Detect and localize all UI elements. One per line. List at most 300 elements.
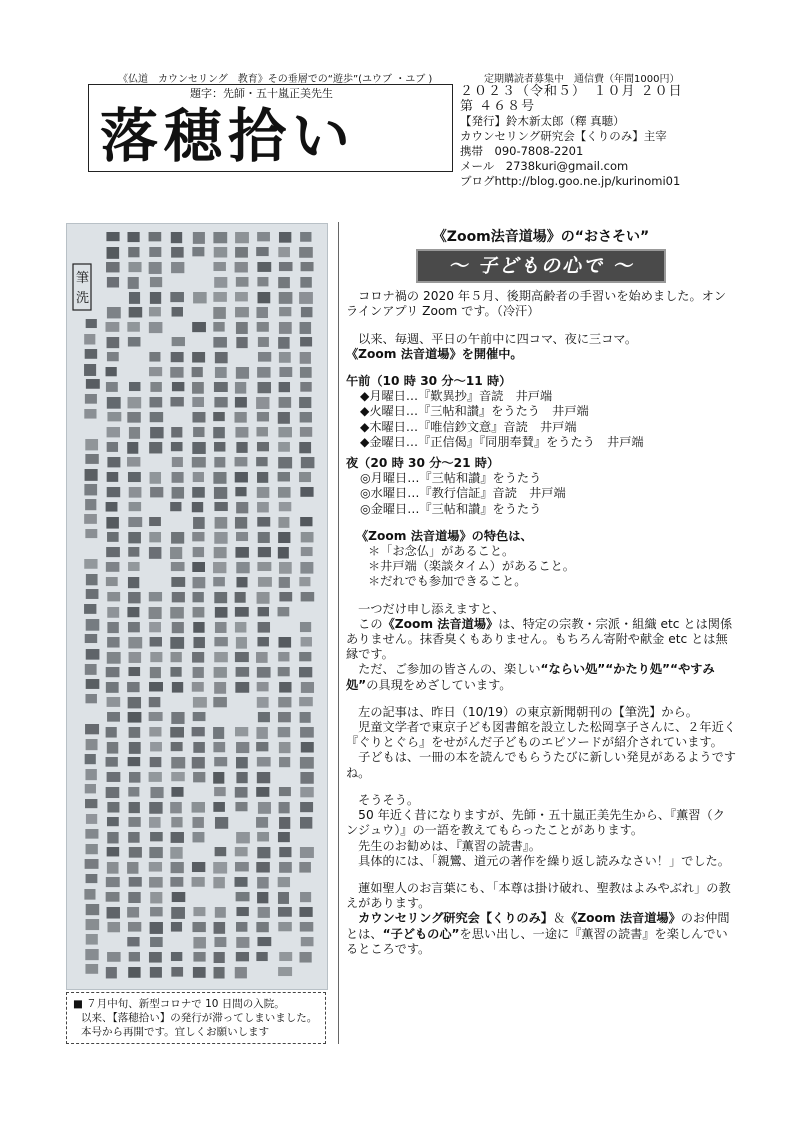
clipping-glyph	[128, 757, 141, 766]
clipping-glyph	[235, 412, 247, 423]
features-title: 《Zoom 法音道場》の特色は、	[356, 528, 533, 543]
feature-item: ＊だれでも参加できること。	[368, 574, 527, 589]
paragraph: 一つだけ申し添えますと、	[346, 601, 505, 616]
clipping-glyph	[236, 667, 250, 677]
clipping-glyph	[170, 667, 181, 677]
clipping-glyph	[149, 232, 162, 241]
clipping-glyph	[128, 667, 140, 676]
schedule-item: ◆金曜日…『正信偈』『同朋奉賛』をうたう 井戸端	[360, 434, 644, 449]
clipping-glyph	[85, 439, 98, 450]
clipping-glyph	[235, 382, 246, 394]
clipping-glyph	[193, 907, 205, 916]
clipping-glyph	[300, 427, 312, 437]
clipping-glyph	[192, 502, 203, 512]
clipping-glyph	[149, 607, 162, 619]
clipping-glyph	[213, 727, 224, 739]
clipping-glyph	[256, 457, 267, 466]
clipping-glyph	[214, 382, 228, 392]
clipping-glyph	[128, 922, 141, 932]
clipping-glyph	[86, 619, 100, 631]
clipping-glyph	[257, 937, 271, 946]
clipping-glyph	[279, 382, 290, 392]
clipping-glyph	[171, 967, 183, 977]
clipping-glyph	[214, 922, 226, 934]
clipping-glyph	[128, 637, 142, 648]
clipping-glyph	[192, 352, 205, 363]
clipping-glyph	[85, 634, 97, 643]
clipping-glyph	[85, 394, 97, 404]
clipping-glyph	[192, 382, 204, 394]
clipping-glyph	[193, 742, 205, 753]
clipping-glyph	[129, 802, 140, 813]
clipping-glyph	[301, 682, 314, 693]
clipping-glyph	[107, 592, 120, 601]
email: メール 2738kuri@gmail.com	[460, 159, 629, 173]
clipping-glyph	[257, 832, 269, 841]
clipping-glyph	[129, 727, 141, 738]
clipping-glyph	[86, 319, 97, 328]
clipping-glyph	[258, 907, 270, 918]
publisher: 【発行】鈴木新太郎（釋 真聴）	[460, 114, 625, 128]
clipping-glyph	[106, 667, 120, 677]
clipping-glyph	[257, 517, 270, 527]
clipping-glyph	[278, 697, 291, 707]
clipping-glyph	[236, 772, 247, 783]
clipping-glyph	[213, 427, 225, 438]
clipping-glyph	[149, 547, 162, 559]
clipping-glyph	[106, 322, 120, 332]
clipping-glyph	[107, 487, 121, 497]
clipping-glyph	[300, 847, 314, 858]
paragraph: 以来、毎週、平日の午前中に四コマ、夜に三コマ。	[346, 331, 638, 346]
clipping-glyph	[215, 847, 227, 856]
clipping-glyph	[235, 517, 247, 529]
clipping-glyph	[127, 907, 139, 918]
clipping-glyph	[300, 337, 312, 346]
clipping-glyph	[215, 622, 227, 633]
clipping-glyph	[86, 574, 98, 585]
clipping-glyph	[299, 907, 312, 917]
clipping-glyph	[192, 442, 205, 454]
clipping-glyph	[128, 622, 140, 632]
clipping-glyph	[279, 757, 290, 767]
clipping-glyph	[86, 904, 100, 915]
clipping-glyph	[257, 697, 269, 708]
clipping-glyph	[127, 412, 140, 423]
clipping-glyph	[299, 442, 311, 453]
title-credit: 題字：先師・五十嵐正美先生	[190, 87, 333, 100]
clipping-glyph	[171, 562, 185, 571]
clipping-glyph	[149, 367, 162, 376]
clipping-glyph	[258, 532, 270, 543]
clipping-glyph	[236, 562, 249, 573]
clipping-glyph	[128, 547, 139, 557]
clipping-glyph	[85, 499, 96, 510]
clipping-glyph	[149, 877, 163, 888]
clipping-glyph	[150, 742, 162, 751]
clipping-glyph	[85, 754, 96, 764]
clipping-glyph	[149, 802, 162, 814]
clipping-glyph	[256, 727, 267, 739]
clipping-glyph	[171, 532, 184, 544]
clipping-glyph	[150, 892, 162, 903]
clipping-glyph	[192, 412, 205, 423]
clipping-glyph	[279, 367, 292, 377]
clipping-glyph	[214, 547, 227, 558]
issue-info	[460, 84, 710, 189]
clipping-glyph	[128, 712, 142, 723]
newsletter-title-calligraphy	[100, 100, 440, 166]
clipping-glyph	[299, 652, 311, 661]
clipping-glyph	[192, 862, 205, 872]
clipping-glyph	[258, 337, 269, 347]
clipping-glyph	[150, 427, 163, 438]
clipping-glyph	[193, 967, 206, 978]
clipping-glyph	[127, 457, 140, 467]
clipping-glyph	[279, 577, 290, 588]
clipping-glyph	[235, 622, 246, 633]
clipping-glyph	[278, 517, 289, 528]
clipping-glyph	[214, 757, 227, 766]
clipping-glyph	[279, 232, 291, 243]
schedule-item: ◆火曜日…『三帖和讃』をうたう 井戸端	[360, 404, 589, 419]
paragraph: 50 年近く昔になりますが、先師・五十嵐正美先生から、『薫習（クンジュウ）』の一語を教えてもらったことがあります。	[346, 808, 725, 838]
clipping-glyph	[235, 472, 248, 482]
clipping-glyph	[235, 967, 247, 978]
schedule-item: ◎月曜日…『三帖和讃』をうたう	[360, 471, 542, 486]
clipping-glyph	[170, 727, 184, 738]
paragraph: この《Zoom 法音道場》は、特定の宗教・宗派・組織 etc とは関係ありません。抹香臭くもありません。もちろん寄附や献金 etc とは無縁です。	[346, 616, 733, 662]
clipping-glyph	[256, 247, 268, 256]
clipping-glyph	[149, 847, 162, 858]
clipping-glyph	[107, 652, 121, 664]
clipping-glyph	[257, 472, 268, 483]
clipping-glyph	[278, 607, 290, 616]
clipping-glyph	[170, 637, 184, 649]
clipping-glyph	[84, 334, 95, 345]
clipping-glyph	[85, 859, 99, 869]
clipping-glyph	[279, 322, 292, 334]
clipping-glyph	[279, 787, 291, 796]
clipping-glyph	[107, 907, 120, 919]
clipping-glyph	[258, 292, 271, 303]
clipping-glyph	[128, 592, 141, 603]
clipping-glyph	[149, 247, 161, 257]
clipping-glyph	[149, 532, 161, 542]
clipping-glyph	[149, 352, 160, 362]
clipping-glyph	[171, 712, 184, 724]
clipping-glyph	[171, 352, 184, 362]
clipping-glyph	[236, 637, 247, 649]
clipping-glyph	[129, 427, 140, 439]
clipping-glyph	[107, 247, 120, 259]
clipping-glyph	[214, 487, 227, 499]
clipping-glyph	[106, 877, 120, 887]
clipping-glyph	[300, 487, 313, 497]
clipping-glyph	[106, 967, 117, 978]
clipping-glyph	[85, 799, 97, 808]
clipping-glyph	[107, 862, 119, 874]
clipping-glyph	[150, 787, 163, 798]
clipping-glyph	[214, 277, 227, 288]
clipping-glyph	[129, 487, 142, 498]
phone: 携帯 090-7808-2201	[460, 144, 584, 158]
clipping-glyph	[107, 427, 120, 437]
clipping-glyph	[171, 922, 182, 932]
clipping-glyph	[215, 367, 227, 378]
clipping-glyph	[106, 232, 119, 241]
clipping-glyph	[86, 919, 100, 930]
clipping-glyph	[129, 307, 143, 317]
clipping-glyph	[193, 622, 204, 633]
clipping-glyph	[127, 937, 139, 946]
clipping-glyph	[236, 952, 249, 961]
clipping-glyph	[128, 277, 139, 289]
clipping-glyph	[213, 292, 227, 302]
clipping-glyph	[107, 532, 119, 542]
clipping-glyph	[278, 247, 290, 257]
clipping-glyph	[106, 382, 118, 392]
clipping-glyph	[193, 937, 206, 948]
issue-number: 第 ４６８号	[460, 99, 536, 114]
paragraph: 子どもは、一冊の本を読んでもらうたびに新しい発見があるようですね。	[346, 750, 736, 780]
clipping-glyph	[149, 697, 161, 707]
clipping-glyph	[85, 664, 97, 675]
clipping-glyph	[193, 772, 205, 782]
clipping-glyph	[278, 337, 289, 349]
clipping-glyph	[127, 607, 139, 617]
clipping-glyph	[170, 547, 182, 559]
clipping-glyph	[86, 739, 98, 750]
clipping-glyph	[214, 247, 227, 258]
clipping-glyph	[258, 352, 271, 362]
clipping-glyph	[214, 457, 225, 467]
clipping-glyph	[235, 652, 249, 662]
clipping-glyph	[192, 562, 205, 572]
clipping-glyph	[258, 607, 269, 616]
clipping-glyph	[192, 322, 206, 332]
clipping-glyph	[149, 322, 163, 333]
clipping-glyph	[299, 667, 312, 677]
clipping-glyph	[192, 802, 205, 813]
schedule-item: ◎水曜日…『教行信証』音読 井戸端	[360, 486, 566, 501]
clipping-glyph	[149, 517, 161, 526]
clipping-glyph	[193, 427, 204, 437]
clipping-glyph	[150, 277, 162, 287]
clipping-glyph	[278, 652, 289, 661]
clipping-glyph	[258, 547, 271, 557]
clipping-glyph	[86, 814, 97, 824]
clipping-glyph	[171, 442, 183, 451]
clipping-glyph	[171, 817, 182, 827]
clipping-glyph	[106, 892, 120, 902]
clipping-glyph	[171, 427, 182, 437]
clipping-glyph	[278, 457, 292, 468]
clipping-glyph	[149, 307, 161, 316]
clipping-glyph	[107, 772, 121, 782]
clipping-glyph	[257, 562, 271, 571]
clipping-glyph	[128, 697, 141, 708]
schedule-item: ◆木曜日…『唯信鈔文意』音読 井戸端	[360, 419, 577, 434]
clipping-glyph	[86, 844, 98, 854]
clipping-glyph	[193, 517, 205, 529]
clipping-glyph	[172, 622, 184, 633]
clipping-glyph	[193, 547, 204, 557]
clipping-glyph	[300, 817, 312, 829]
clipping-glyph	[149, 262, 162, 274]
clipping-glyph	[170, 397, 183, 406]
clipping-glyph	[257, 502, 269, 512]
clipping-glyph	[235, 397, 247, 408]
clipping-glyph	[214, 952, 225, 963]
clipping-glyph	[172, 337, 185, 346]
clipping-glyph	[279, 262, 293, 271]
clipping-glyph	[128, 562, 140, 571]
clipping-glyph	[150, 967, 162, 978]
clipping-glyph	[299, 472, 311, 482]
clipping-glyph	[150, 757, 162, 767]
clipping-glyph	[85, 769, 96, 780]
clipping-glyph	[300, 352, 311, 364]
clipping-glyph	[172, 472, 184, 483]
clipping-glyph	[192, 817, 203, 828]
clipping-glyph	[171, 832, 184, 843]
clipping-glyph	[258, 712, 270, 722]
clipping-glyph	[128, 337, 141, 347]
clipping-glyph	[213, 472, 226, 484]
clipping-glyph	[107, 712, 120, 722]
clipping-glyph	[257, 277, 268, 286]
hospital-notice	[66, 992, 326, 1044]
clipping-glyph	[258, 802, 271, 814]
clipping-glyph	[150, 382, 161, 392]
clipping-glyph	[129, 382, 140, 391]
clipping-glyph	[128, 967, 140, 978]
clipping-glyph	[235, 607, 249, 617]
clipping-glyph	[85, 829, 98, 839]
clipping-glyph	[301, 742, 314, 752]
clipping-glyph	[193, 577, 206, 588]
clipping-glyph	[256, 862, 270, 873]
clipping-glyph	[192, 877, 205, 887]
clipping-glyph	[236, 907, 248, 916]
clipping-glyph	[213, 862, 227, 874]
clipping-glyph	[300, 277, 311, 288]
clipping-glyph	[214, 652, 228, 662]
clipping-glyph	[279, 682, 291, 693]
clipping-glyph	[300, 802, 313, 812]
clipping-glyph	[107, 607, 119, 618]
clipping-glyph	[214, 787, 226, 796]
clipping-glyph	[107, 847, 120, 856]
clipping-glyph	[106, 502, 118, 512]
clipping-glyph	[256, 652, 268, 663]
clipping-glyph	[257, 757, 271, 767]
clipping-glyph	[278, 922, 292, 931]
clipping-glyph	[213, 307, 226, 319]
clipping-glyph	[150, 832, 163, 841]
clipping-glyph	[84, 604, 96, 614]
clipping-glyph	[84, 514, 97, 524]
clipping-glyph	[128, 832, 139, 843]
clipping-glyph	[84, 484, 97, 495]
clipping-glyph	[257, 847, 270, 858]
clipping-glyph	[129, 877, 142, 887]
clipping-glyph	[279, 802, 290, 813]
clipping-glyph	[170, 607, 184, 619]
clipping-glyph	[258, 382, 272, 393]
clipping-glyph	[300, 517, 312, 526]
clipping-glyph	[213, 337, 227, 348]
clipping-glyph	[85, 964, 98, 974]
clipping-glyph	[86, 874, 98, 883]
clipping-glyph	[279, 742, 291, 753]
evening-schedule-title: 夜（20 時 30 分～21 時）	[346, 456, 500, 471]
clipping-glyph	[107, 832, 118, 843]
clipping-glyph	[171, 907, 185, 919]
morning-schedule-title: 午前（10 時 30 分～11 時）	[346, 374, 512, 389]
clipping-glyph	[85, 949, 98, 960]
clipping-glyph	[172, 382, 184, 391]
clipping-glyph	[107, 922, 120, 932]
clipping-glyph	[170, 502, 181, 511]
clipping-glyph	[171, 247, 184, 258]
clipping-glyph	[128, 817, 140, 827]
clipping-glyph	[86, 649, 100, 660]
clipping-glyph	[106, 367, 117, 376]
clipping-glyph	[215, 817, 228, 829]
clipping-glyph	[236, 742, 249, 753]
clipping-glyph	[256, 742, 268, 751]
clipping-glyph	[215, 607, 228, 618]
clipping-glyph	[129, 772, 140, 783]
clipping-glyph	[85, 724, 99, 734]
schedule-item: ◆月曜日…『歎異抄』音読 井戸端	[360, 389, 553, 404]
clipping-glyph	[107, 472, 119, 482]
organization: カウンセリング研究会【くりのみ】主宰	[460, 129, 667, 143]
clipping-glyph	[193, 667, 204, 678]
clipping-glyph	[300, 382, 311, 392]
clipping-glyph	[236, 922, 247, 932]
clipping-glyph	[192, 457, 206, 467]
clipping-glyph	[192, 592, 203, 602]
clipping-glyph	[172, 307, 183, 317]
clipping-glyph	[213, 322, 224, 332]
clipping-glyph	[84, 409, 96, 419]
column-divider	[338, 222, 339, 1044]
clipping-glyph	[235, 802, 247, 811]
clipping-glyph	[300, 322, 312, 334]
clipping-glyph	[213, 412, 225, 421]
notice-line: 本号から再開です。宜しくお願いします	[81, 1026, 270, 1038]
clipping-glyph	[236, 892, 250, 901]
clipping-glyph	[214, 397, 227, 407]
clipping-glyph	[279, 952, 292, 961]
clipping-glyph	[129, 952, 140, 961]
clipping-glyph	[236, 337, 247, 348]
clipping-glyph	[170, 292, 184, 302]
clipping-glyph	[193, 607, 205, 617]
clipping-glyph	[127, 322, 140, 332]
clipping-glyph	[300, 412, 312, 422]
clipping-glyph	[86, 934, 98, 945]
clipping-glyph	[279, 292, 293, 304]
clipping-glyph	[213, 697, 227, 707]
clipping-glyph	[300, 562, 313, 574]
clipping-glyph	[128, 532, 141, 543]
clipping-glyph	[106, 787, 120, 798]
blog-url: ブログhttp://blog.goo.ne.jp/kurinomi01	[460, 174, 681, 188]
